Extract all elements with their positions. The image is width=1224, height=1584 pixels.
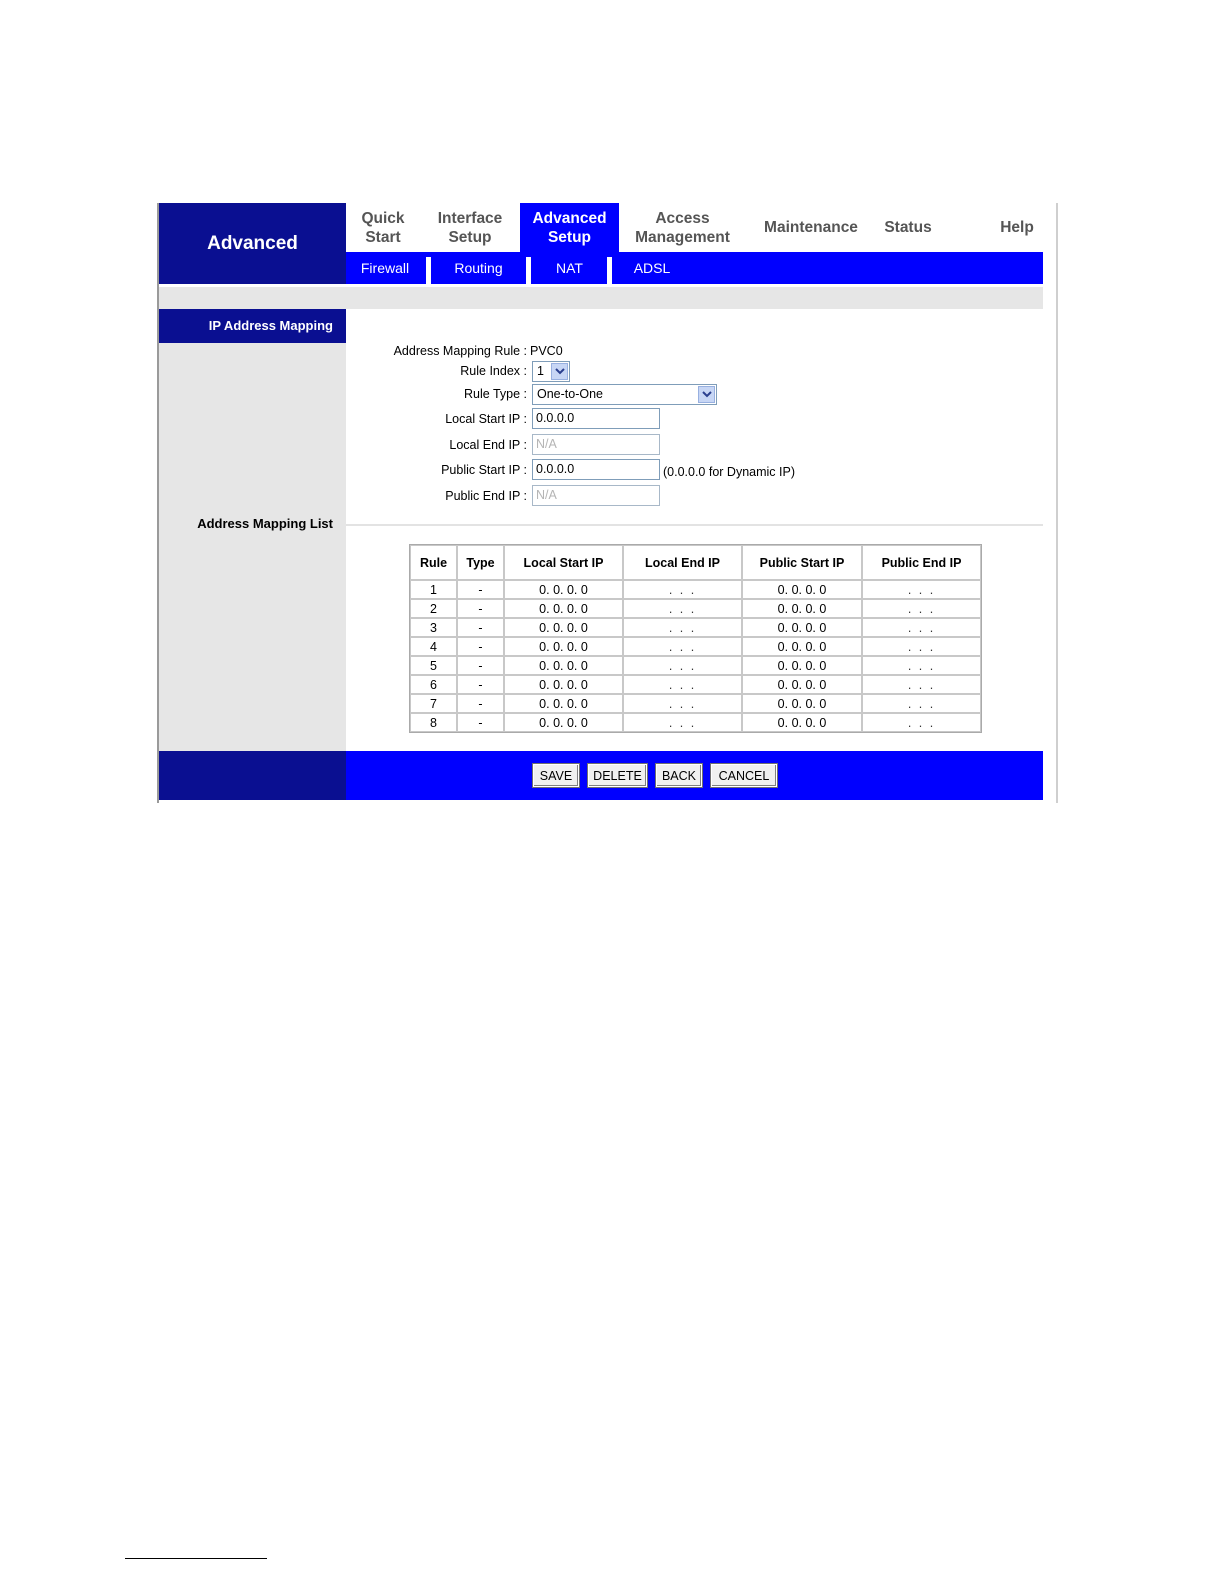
local-start-ip-label: Local Start IP : (445, 412, 527, 426)
address-mapping-table (409, 544, 982, 733)
cell-local-start-ip: 0. 0. 0. 0 (504, 694, 623, 713)
section-divider (346, 524, 1043, 526)
footer-bar (159, 751, 1043, 800)
subnav-adsl[interactable]: ADSL (633, 260, 671, 276)
column-header-public-start-ip: Public Start IP (742, 545, 862, 580)
tab-label-line1: Maintenance (764, 219, 858, 236)
tab-help[interactable] (966, 203, 1068, 252)
tab-label-line2: Setup (448, 228, 492, 246)
local-start-ip-input[interactable]: 0.0.0.0 (532, 408, 660, 429)
cell-public-start-ip: 0. 0. 0. 0 (742, 618, 862, 637)
rule-type-label: Rule Type : (463, 387, 527, 401)
cell-local-end-ip: . . . (623, 637, 742, 656)
table-row (410, 637, 981, 656)
cell-local-end-ip: . . . (623, 694, 742, 713)
form-labels (346, 343, 527, 513)
table-row (410, 675, 981, 694)
public-start-ip-input[interactable]: 0.0.0.0 (532, 459, 660, 480)
cell-type: - (457, 618, 504, 637)
cell-local-start-ip: 0. 0. 0. 0 (504, 675, 623, 694)
tab-quick-start[interactable] (346, 203, 420, 252)
router-admin-frame (157, 203, 1058, 803)
back-button[interactable]: BACK (656, 764, 702, 787)
chevron-down-icon (698, 386, 715, 403)
tab-status[interactable] (876, 203, 940, 252)
table-body (410, 580, 981, 732)
cell-public-start-ip: 0. 0. 0. 0 (742, 656, 862, 675)
cell-local-end-ip: . . . (623, 656, 742, 675)
cell-local-start-ip: 0. 0. 0. 0 (504, 713, 623, 732)
tab-label-line2: Setup (547, 228, 592, 246)
cell-local-start-ip: 0. 0. 0. 0 (504, 656, 623, 675)
cell-public-end-ip: . . . (862, 675, 981, 694)
cell-type: - (457, 599, 504, 618)
tab-access-management[interactable] (619, 203, 746, 252)
rule-type-select[interactable] (532, 384, 717, 405)
table-row (410, 694, 981, 713)
cancel-button[interactable]: CANCEL (711, 764, 777, 787)
footnote-separator-line (125, 1558, 267, 1559)
footer-left-block (159, 751, 346, 800)
cell-rule: 6 (410, 675, 457, 694)
local-end-ip-label: Local End IP : (449, 438, 527, 452)
public-end-ip-input[interactable]: N/A (532, 485, 660, 506)
tab-label-line2: Start (365, 228, 401, 246)
public-end-ip-label: Public End IP : (445, 489, 527, 503)
mapping-rule-value: PVC0 (530, 344, 563, 358)
public-start-ip-label: Public Start IP : (441, 463, 527, 477)
cell-local-start-ip: 0. 0. 0. 0 (504, 637, 623, 656)
cell-rule: 3 (410, 618, 457, 637)
table-row (410, 618, 981, 637)
cell-public-end-ip: . . . (862, 637, 981, 656)
subnav-firewall[interactable]: Firewall (360, 260, 410, 276)
cell-public-start-ip: 0. 0. 0. 0 (742, 675, 862, 694)
cell-local-end-ip: . . . (623, 618, 742, 637)
cell-rule: 7 (410, 694, 457, 713)
cell-local-start-ip: 0. 0. 0. 0 (504, 599, 623, 618)
cell-local-end-ip: . . . (623, 580, 742, 599)
cell-type: - (457, 637, 504, 656)
main-nav (346, 203, 1043, 252)
cell-type: - (457, 580, 504, 599)
cell-rule: 1 (410, 580, 457, 599)
footer-button-area (346, 751, 1043, 800)
cell-public-start-ip: 0. 0. 0. 0 (742, 694, 862, 713)
cell-public-start-ip: 0. 0. 0. 0 (742, 637, 862, 656)
table-row (410, 580, 981, 599)
tab-label-line1: Interface (437, 209, 503, 227)
tab-label-line1: Status (884, 219, 932, 236)
mapping-rule-label: Address Mapping Rule : (393, 344, 527, 358)
header-spacer-band (159, 287, 1043, 309)
cell-local-end-ip: . . . (623, 713, 742, 732)
table-row (410, 713, 981, 732)
subnav-routing[interactable]: Routing (454, 260, 503, 276)
tab-label-line1: Quick (361, 209, 405, 227)
cell-public-start-ip: 0. 0. 0. 0 (742, 580, 862, 599)
cell-public-end-ip: . . . (862, 713, 981, 732)
tab-label-line2: Management (635, 228, 730, 246)
tab-advanced-setup[interactable] (520, 203, 619, 252)
address-mapping-list-label: Address Mapping List (197, 516, 333, 531)
chevron-down-icon (551, 363, 568, 380)
save-button[interactable]: SAVE (533, 764, 579, 787)
sub-nav (346, 252, 1043, 284)
cell-public-end-ip: . . . (862, 618, 981, 637)
cell-public-end-ip: . . . (862, 656, 981, 675)
cell-public-end-ip: . . . (862, 694, 981, 713)
rule-index-label: Rule Index : (460, 364, 527, 378)
tab-label-line1: Help (1000, 219, 1034, 236)
section-title: IP Address Mapping (159, 309, 346, 343)
table-header-row (410, 545, 981, 580)
subnav-nat[interactable]: NAT (556, 260, 583, 276)
table-row (410, 599, 981, 618)
tab-interface-setup[interactable] (420, 203, 520, 252)
brand-title: Advanced (159, 203, 346, 284)
cell-type: - (457, 713, 504, 732)
cell-local-start-ip: 0. 0. 0. 0 (504, 580, 623, 599)
cell-public-start-ip: 0. 0. 0. 0 (742, 599, 862, 618)
cell-type: - (457, 694, 504, 713)
cell-rule: 5 (410, 656, 457, 675)
column-header-local-end-ip: Local End IP (623, 545, 742, 580)
cell-type: - (457, 656, 504, 675)
tab-label-line1: Access (655, 209, 710, 227)
cell-type: - (457, 675, 504, 694)
cell-local-end-ip: . . . (623, 675, 742, 694)
column-header-local-start-ip: Local Start IP (504, 545, 623, 580)
table-row (410, 656, 981, 675)
public-start-ip-hint: (0.0.0.0 for Dynamic IP) (663, 465, 795, 479)
rule-index-selected-value: 1 (537, 364, 544, 378)
cell-local-start-ip: 0. 0. 0. 0 (504, 618, 623, 637)
cell-local-end-ip: . . . (623, 599, 742, 618)
cell-rule: 8 (410, 713, 457, 732)
rule-index-select[interactable] (532, 361, 570, 382)
tab-label-line1: Advanced (532, 209, 607, 227)
local-end-ip-input[interactable]: N/A (532, 434, 660, 455)
column-header-public-end-ip: Public End IP (862, 545, 981, 580)
column-header-type: Type (457, 545, 504, 580)
cell-rule: 4 (410, 637, 457, 656)
cell-rule: 2 (410, 599, 457, 618)
tab-maintenance[interactable] (746, 203, 876, 252)
delete-button[interactable]: DELETE (588, 764, 647, 787)
column-header-rule: Rule (410, 545, 457, 580)
cell-public-end-ip: . . . (862, 599, 981, 618)
cell-public-end-ip: . . . (862, 580, 981, 599)
rule-type-selected-value: One-to-One (537, 387, 604, 401)
cell-public-start-ip: 0. 0. 0. 0 (742, 713, 862, 732)
